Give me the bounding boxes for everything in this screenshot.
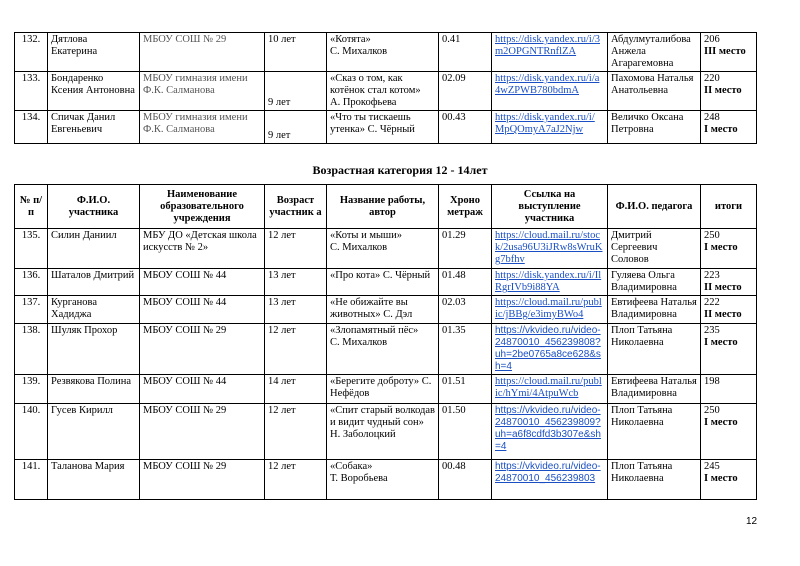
row-number: 136. bbox=[15, 269, 48, 296]
participant-name: Гусев Кирилл bbox=[48, 404, 140, 460]
participant-name: Таланова Мария bbox=[48, 460, 140, 500]
participant-age: 9 лет bbox=[265, 111, 327, 144]
participant-age: 12 лет bbox=[265, 460, 327, 500]
video-link[interactable]: https://disk.yandex.ru/i/a4wZPWB780bdmA bbox=[495, 73, 600, 96]
row-number: 132. bbox=[15, 33, 48, 72]
work-title: «Про кота» С. Чёрный bbox=[327, 269, 439, 296]
score: 206 bbox=[704, 34, 720, 45]
link-cell bbox=[492, 72, 608, 111]
score: 248 bbox=[704, 112, 720, 123]
duration: 01.50 bbox=[439, 404, 492, 460]
participant-name: Бондаренко Ксения Антоновна bbox=[48, 72, 140, 111]
result-cell bbox=[701, 111, 757, 144]
place-badge: II место bbox=[704, 85, 742, 96]
link-cell bbox=[492, 324, 608, 375]
table-row bbox=[15, 33, 757, 72]
participant-age: 14 лет bbox=[265, 375, 327, 404]
participant-age: 13 лет bbox=[265, 269, 327, 296]
header-result: итоги bbox=[701, 185, 757, 229]
participant-age: 13 лет bbox=[265, 296, 327, 324]
participant-name: Шуляк Прохор bbox=[48, 324, 140, 375]
place-badge: I место bbox=[704, 124, 738, 135]
institution: МБОУ СОШ № 29 bbox=[140, 404, 265, 460]
link-cell bbox=[492, 404, 608, 460]
institution: МБУ ДО «Детская школа искусств № 2» bbox=[140, 229, 265, 269]
table-row bbox=[15, 269, 757, 296]
table-row bbox=[15, 324, 757, 375]
row-number: 141. bbox=[15, 460, 48, 500]
table-row bbox=[15, 296, 757, 324]
work-title: «Коты и мыши» С. Михалков bbox=[327, 229, 439, 269]
header-teacher: Ф.И.О. педагога bbox=[608, 185, 701, 229]
video-link[interactable]: https://vkvideo.ru/video-24870010_456239809?uh=a6f8cdfd3b307e&sh=4 bbox=[495, 405, 601, 452]
work-title: «Злопамятный пёс» С. Михалков bbox=[327, 324, 439, 375]
participant-age: 9 лет bbox=[265, 72, 327, 111]
video-link[interactable]: https://disk.yandex.ru/i/MpQOmyA7aJ2Njw bbox=[495, 112, 595, 135]
result-cell bbox=[701, 404, 757, 460]
teacher-name: Дмитрий Сергеевич Соловов bbox=[608, 229, 701, 269]
participant-age: 12 лет bbox=[265, 404, 327, 460]
institution: МБОУ СОШ № 29 bbox=[140, 324, 265, 375]
duration: 01.29 bbox=[439, 229, 492, 269]
result-cell bbox=[701, 296, 757, 324]
place-badge: I место bbox=[704, 417, 738, 428]
link-cell bbox=[492, 296, 608, 324]
score: 198 bbox=[704, 376, 720, 387]
teacher-name: Плоп Татьяна Николаевна bbox=[608, 324, 701, 375]
teacher-name: Евтифеева Наталья Владимировна bbox=[608, 296, 701, 324]
teacher-name: Абдулмуталибова Анжела Агарагемовна bbox=[608, 33, 701, 72]
link-cell bbox=[492, 269, 608, 296]
row-number: 133. bbox=[15, 72, 48, 111]
link-cell bbox=[492, 460, 608, 500]
institution: МБОУ СОШ № 44 bbox=[140, 375, 265, 404]
participant-name: Курганова Хадиджа bbox=[48, 296, 140, 324]
duration: 01.35 bbox=[439, 324, 492, 375]
work-title: «Сказ о том, как котёнок стал котом» А. Прокофьева bbox=[327, 72, 439, 111]
result-cell bbox=[701, 460, 757, 500]
table-row bbox=[15, 111, 757, 144]
row-number: 138. bbox=[15, 324, 48, 375]
participant-age: 12 лет bbox=[265, 324, 327, 375]
video-link[interactable]: https://cloud.mail.ru/public/hYmi/4AtpuWcb bbox=[495, 376, 602, 399]
video-link[interactable]: https://cloud.mail.ru/stock/2usa96U3iJRw8sWruKg7bfhv bbox=[495, 230, 603, 265]
row-number: 137. bbox=[15, 296, 48, 324]
teacher-name: Плоп Татьяна Николаевна bbox=[608, 404, 701, 460]
duration: 0.41 bbox=[439, 33, 492, 72]
link-cell bbox=[492, 375, 608, 404]
table-row bbox=[15, 404, 757, 460]
place-badge: III место bbox=[704, 46, 746, 57]
teacher-name: Величко Оксана Петровна bbox=[608, 111, 701, 144]
header-institution: Наименование образовательного учреждения bbox=[140, 185, 265, 229]
work-title: «Собака» Т. Воробьева bbox=[327, 460, 439, 500]
participant-age: 12 лет bbox=[265, 229, 327, 269]
score: 222 bbox=[704, 297, 720, 308]
score: 250 bbox=[704, 230, 720, 241]
score: 220 bbox=[704, 73, 720, 84]
video-link[interactable]: https://vkvideo.ru/video-24870010_456239803 bbox=[495, 461, 601, 484]
result-cell bbox=[701, 33, 757, 72]
header-age: Возраст участник а bbox=[265, 185, 327, 229]
institution: МБОУ СОШ № 29 bbox=[140, 33, 265, 72]
participant-name: Дятлова Екатерина bbox=[48, 33, 140, 72]
video-link[interactable]: https://disk.yandex.ru/i/IlRgrIVb9i88YA bbox=[495, 270, 602, 293]
duration: 01.48 bbox=[439, 269, 492, 296]
age-category-table bbox=[14, 184, 757, 500]
previous-category-table bbox=[14, 32, 757, 144]
table-row bbox=[15, 375, 757, 404]
institution: МБОУ СОШ № 29 bbox=[140, 460, 265, 500]
institution: МБОУ СОШ № 44 bbox=[140, 296, 265, 324]
teacher-name: Евтифеева Наталья Владимировна bbox=[608, 375, 701, 404]
participant-age: 10 лет bbox=[265, 33, 327, 72]
work-title: «Что ты тискаешь утенка» С. Чёрный bbox=[327, 111, 439, 144]
place-badge: I место bbox=[704, 242, 738, 253]
result-cell bbox=[701, 229, 757, 269]
row-number: 134. bbox=[15, 111, 48, 144]
teacher-name: Гуляева Ольга Владимировна bbox=[608, 269, 701, 296]
participant-name: Шаталов Дмитрий bbox=[48, 269, 140, 296]
page-number: 12 bbox=[746, 516, 758, 527]
score: 223 bbox=[704, 270, 720, 281]
work-title: «Спит старый волкодав и видит чудный сон» Н. Заболоцкий bbox=[327, 404, 439, 460]
header-link: Ссылка на выступление участника bbox=[492, 185, 608, 229]
participant-name: Резвякова Полина bbox=[48, 375, 140, 404]
row-number: 139. bbox=[15, 375, 48, 404]
result-cell bbox=[701, 269, 757, 296]
teacher-name: Плоп Татьяна Николаевна bbox=[608, 460, 701, 500]
participant-name: Спичак Данил Евгеньевич bbox=[48, 111, 140, 144]
row-number: 135. bbox=[15, 229, 48, 269]
duration: 00.43 bbox=[439, 111, 492, 144]
header-work: Название работы, автор bbox=[327, 185, 439, 229]
participant-name: Силин Даниил bbox=[48, 229, 140, 269]
score: 250 bbox=[704, 405, 720, 416]
video-link[interactable]: https://cloud.mail.ru/public/jBBg/e3imyBWo4 bbox=[495, 297, 602, 320]
row-number: 140. bbox=[15, 404, 48, 460]
table-row bbox=[15, 229, 757, 269]
header-row bbox=[15, 185, 757, 229]
duration: 02.09 bbox=[439, 72, 492, 111]
result-cell bbox=[701, 324, 757, 375]
duration: 01.51 bbox=[439, 375, 492, 404]
institution: МБОУ гимназия имени Ф.К. Салманова bbox=[140, 111, 265, 144]
header-participant: Ф.И.О. участника bbox=[48, 185, 140, 229]
place-badge: I место bbox=[704, 337, 738, 348]
table-row bbox=[15, 72, 757, 111]
header-number: № п/п bbox=[15, 185, 48, 229]
score: 235 bbox=[704, 325, 720, 336]
result-cell bbox=[701, 375, 757, 404]
place-badge: I место bbox=[704, 473, 738, 484]
work-title: «Берегите доброту» С. Нефёдов bbox=[327, 375, 439, 404]
institution: МБОУ гимназия имени Ф.К. Салманова bbox=[140, 72, 265, 111]
place-badge: II место bbox=[704, 309, 742, 320]
teacher-name: Пахомова Наталья Анатольевна bbox=[608, 72, 701, 111]
place-badge: II место bbox=[704, 282, 742, 293]
work-title: «Не обижайте вы животных» С. Дэл bbox=[327, 296, 439, 324]
video-link[interactable]: https://vkvideo.ru/video-24870010_456239808?uh=2be0765a8ce628&sh=4 bbox=[495, 325, 601, 372]
section-title: Возрастная категория 12 - 14лет bbox=[312, 163, 488, 177]
table-row bbox=[15, 460, 757, 500]
institution: МБОУ СОШ № 44 bbox=[140, 269, 265, 296]
work-title: «Котята» С. Михалков bbox=[327, 33, 439, 72]
link-cell bbox=[492, 229, 608, 269]
video-link[interactable]: https://disk.yandex.ru/i/3m2OPGNTRnflZA bbox=[495, 34, 600, 57]
header-duration: Хроно метраж bbox=[439, 185, 492, 229]
link-cell bbox=[492, 111, 608, 144]
link-cell bbox=[492, 33, 608, 72]
result-cell bbox=[701, 72, 757, 111]
score: 245 bbox=[704, 461, 720, 472]
duration: 00.48 bbox=[439, 460, 492, 500]
duration: 02.03 bbox=[439, 296, 492, 324]
